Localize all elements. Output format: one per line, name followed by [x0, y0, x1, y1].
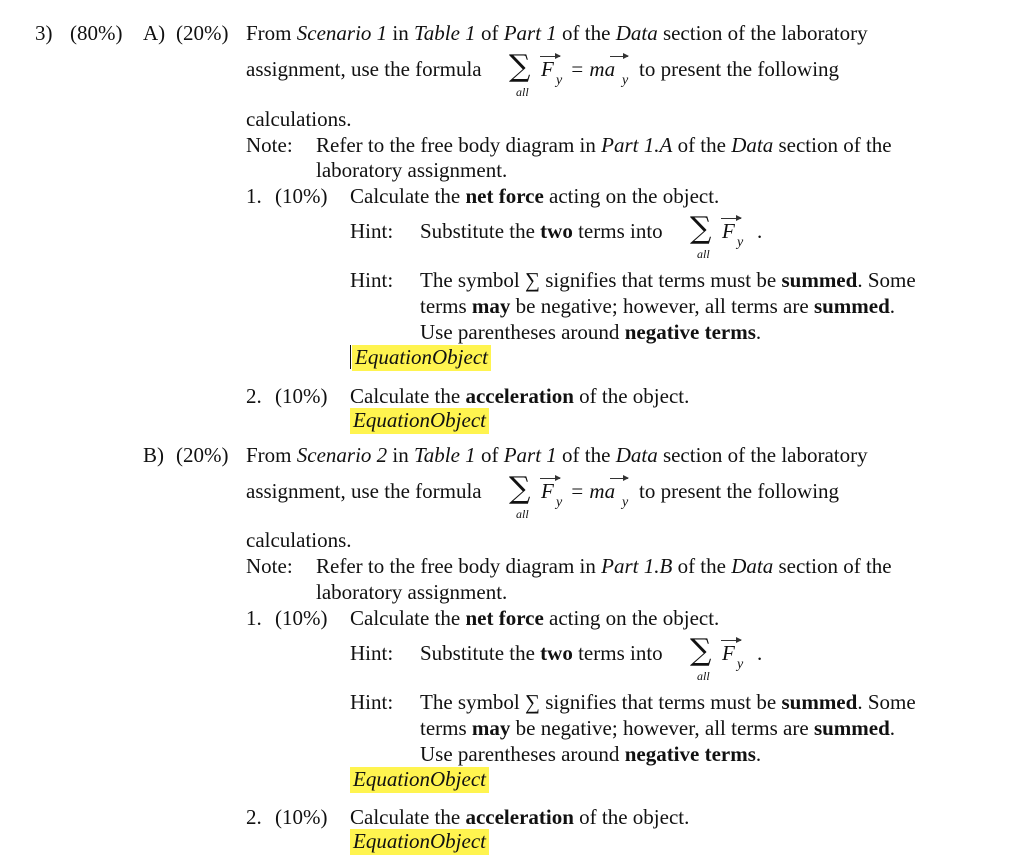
part-a-assignment-text: assignment, use the formula [246, 57, 482, 81]
question-weight: (80%) [70, 21, 123, 45]
part-b-item2-weight: (10%) [275, 805, 328, 829]
hint1-sum-symbol: ∑ [690, 211, 712, 246]
formula-a-subscript: y [622, 495, 629, 510]
part-b-item2-text: Calculate the acceleration of the object. [350, 805, 690, 829]
hint1-sum-subscript: all [697, 669, 710, 683]
hint1-F: F [722, 641, 735, 665]
part-b-note-line1: Refer to the free body diagram in Part 1.B of the Data section of the [316, 554, 892, 578]
sum-subscript-all: all [516, 85, 529, 99]
part-a-item2-number: 2. [246, 384, 262, 408]
part-a-hint2-line2: terms may be negative; however, all terms are summed. [420, 294, 896, 318]
formula-F: F [541, 57, 554, 81]
hint1-sum-symbol: ∑ [690, 633, 712, 668]
part-a-calculations: calculations. [246, 107, 352, 131]
hint1-F-subscript: y [737, 235, 744, 250]
hint1-F-subscript: y [737, 657, 744, 672]
text-cursor [350, 345, 351, 369]
part-b-hint2-line1: The symbol ∑ signifies that terms must be summed. Some [420, 690, 916, 714]
part-a-hint2-line1: The symbol ∑ signifies that terms must be summed. Some [420, 268, 916, 292]
hint1-sum-subscript: all [697, 247, 710, 261]
part-a-item1-weight: (10%) [275, 184, 328, 208]
part-b-note-label: Note: [246, 554, 293, 578]
hint1-period: . [757, 219, 763, 243]
part-a-hint1-label: Hint: [350, 219, 394, 243]
part-a-letter: A) [143, 21, 166, 45]
part-a-hint2-line3: Use parentheses around negative terms. [420, 320, 762, 344]
sum-subscript-all: all [516, 507, 529, 521]
part-a-weight: (20%) [176, 21, 229, 45]
part-b-hint2-line2: terms may be negative; however, all terms are summed. [420, 716, 896, 740]
vector-arrow-a [610, 56, 628, 57]
part-b-letter: B) [143, 443, 164, 467]
part-a-item2-equation-object[interactable]: EquationObject [350, 408, 489, 434]
formula-F-subscript: y [556, 73, 563, 88]
part-a-item1-number: 1. [246, 184, 262, 208]
hint1-period: . [757, 641, 763, 665]
part-a-item1-equation-object[interactable]: EquationObject [352, 345, 491, 371]
part-a-item2-text: Calculate the acceleration of the object. [350, 384, 690, 408]
part-b-item1-text: Calculate the net force acting on the object. [350, 606, 720, 630]
part-a-note-line2: laboratory assignment. [316, 158, 508, 182]
part-b-item1-weight: (10%) [275, 606, 328, 630]
part-a-note-label: Note: [246, 133, 293, 157]
part-b-weight: (20%) [176, 443, 229, 467]
part-b-hint2-line3: Use parentheses around negative terms. [420, 742, 762, 766]
part-b-intro-line1: From Scenario 2 in Table 1 of Part 1 of the Data section of the laboratory [246, 443, 868, 467]
part-b-present-text: to present the following [639, 479, 840, 503]
formula-F-subscript: y [556, 495, 563, 510]
part-b-item2-equation-object[interactable]: EquationObject [350, 829, 489, 855]
formula-ma: = ma [570, 479, 616, 503]
part-b-note-line2: laboratory assignment. [316, 580, 508, 604]
part-b-item1-equation-object[interactable]: EquationObject [350, 767, 489, 793]
part-a-item1-text: Calculate the net force acting on the object. [350, 184, 720, 208]
formula-F: F [541, 479, 554, 503]
part-a-hint1-text: Substitute the two terms into [420, 219, 663, 243]
part-b-assignment-text: assignment, use the formula [246, 479, 482, 503]
part-a-intro-line1: From Scenario 1 in Table 1 of Part 1 of the Data section of the laboratory [246, 21, 868, 45]
part-a-note-line1: Refer to the free body diagram in Part 1.A of the Data section of the [316, 133, 892, 157]
sum-symbol: ∑ [509, 49, 531, 84]
part-b-hint1-label: Hint: [350, 641, 394, 665]
part-b-calculations: calculations. [246, 528, 352, 552]
question-number: 3) [35, 21, 53, 45]
part-b-hint1-text: Substitute the two terms into [420, 641, 663, 665]
vector-arrow-a [610, 478, 628, 479]
hint1-F: F [722, 219, 735, 243]
formula-a-subscript: y [622, 73, 629, 88]
sum-symbol: ∑ [509, 471, 531, 506]
part-b-item2-number: 2. [246, 805, 262, 829]
part-b-hint2-label: Hint: [350, 690, 394, 714]
part-a-item2-weight: (10%) [275, 384, 328, 408]
part-b-item1-number: 1. [246, 606, 262, 630]
formula-ma: = ma [570, 57, 616, 81]
part-a-hint2-label: Hint: [350, 268, 394, 292]
part-a-present-text: to present the following [639, 57, 840, 81]
